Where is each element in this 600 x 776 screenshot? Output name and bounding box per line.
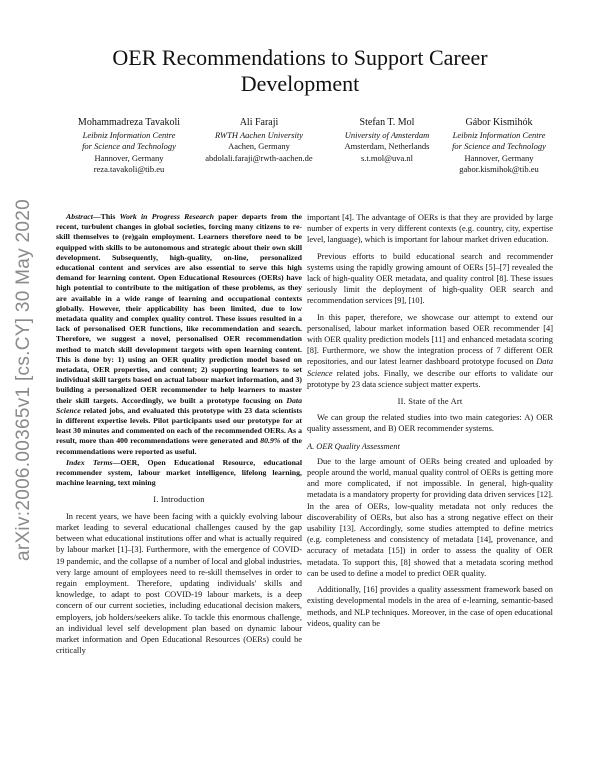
author-location: Hannover, Germany bbox=[464, 152, 534, 163]
paragraph-this-paper-ds: Data Science bbox=[307, 357, 553, 378]
author-block-1 bbox=[54, 116, 204, 175]
author-name: Ali Faraji bbox=[239, 117, 279, 128]
subsection-heading-oer-quality: A. OER Quality Assessment bbox=[307, 441, 400, 451]
author-email: abdolali.faraji@rwth-aachen.de bbox=[205, 152, 313, 163]
author-name: Gábor Kismihók bbox=[465, 117, 533, 128]
abstract-dash: —This bbox=[92, 212, 120, 221]
author-affiliation: Leibniz Information Centre bbox=[452, 130, 546, 140]
author-email: reza.tavakoli@tib.eu bbox=[93, 163, 165, 174]
paragraph-continued: important [4]. The advantage of OERs is that they are provided by large number of experts in very different contexts (e.g. country, city, expertise level, language), which is important for labour market driven education. bbox=[307, 213, 553, 245]
arxiv-id: arXiv:2006.00365v1 [cs.CY] 30 May 2020 bbox=[13, 198, 34, 562]
abstract-percentage: 80.9% bbox=[260, 436, 281, 446]
section-heading-introduction: I. Introduction bbox=[153, 495, 205, 505]
paragraph-this-paper-text-1: In this paper, therefore, we showcase our attempt to extend our personalised, labour market information based OER recommender [4] with OER quality prediction models [11] and enhanced metadata scoring [8]. Furthermore, we show the integration process of 7 different OER repositories, and our latest learner dashboard prototype focused on bbox=[307, 312, 553, 367]
author-email: gabor.kismihok@tib.eu bbox=[459, 163, 539, 174]
abstract bbox=[56, 212, 302, 457]
arxiv-sidebar-stamp bbox=[2, 200, 46, 560]
abstract-text-3: of the recommendations were reported as useful. bbox=[56, 436, 302, 456]
author-name: Mohammadreza Tavakoli bbox=[77, 117, 181, 128]
index-terms-label: Index Terms bbox=[66, 457, 113, 467]
author-affiliation: RWTH Aachen University bbox=[215, 130, 303, 140]
author-affiliation: University of Amsterdam bbox=[344, 130, 430, 140]
author-email: s.t.mol@uva.nl bbox=[361, 152, 413, 163]
title-line-1: OER Recommendations to Support Career bbox=[112, 45, 488, 70]
author-affiliation: for Science and Technology bbox=[82, 141, 176, 152]
abstract-data-science: Data Science bbox=[56, 395, 302, 415]
paragraph-quality-assessment: Due to the large amount of OERs being created and uploaded by people around the world, manual quality control of OERs is getting more and more complicated, if not impossible. In general, high-quality metadata is a mandatory property for providing data driven services [12]. In the area of OERs, low-quality metadata not only reduces the discoverability of OERs, but also has a strong negative effect on their usability [13]. Accordingly, some studies attempted to define metrics (e.g. completeness and consistency of metadata [14], provenance, and accuracy of metadata [15]) in order to assess the quality of OER metadata. To support this, [8] showed that a metadata scoring method can be used to define a model to predict OER quality. bbox=[307, 456, 553, 578]
author-affiliation: for Science and Technology bbox=[452, 141, 546, 152]
abstract-text-1: paper departs from the recent, turbulent changes in global societies, forcing many citizens to re-skill themselves to (re)gain employment. Learners therefore need to be equipped with skills to be autonomous and strategic about their own skill development. Subsequently, high-quality, on-line, personalized educational content and services are also essential to serve this high demand for learning content. Open Educational Resources (OERs) have high potential to contribute to the mitigation of these problems, as they are available in a wide range of learning and occupational contexts globally. However, their applicability has been limited, due to low metadata quality and complex quality control. These issues resulted in a lack of personalised OER functions, like recommendation and search. Therefore, we suggest a novel, personalised OER recommendation method to match skill development targets with open learning content. This is done by: 1) using an OER quality prediction model based on metadata, OER properties, and content; 2) supporting learners to set individual skill targets based on actual labour market information, and 3) building a personalized OER recommender to help learners to master their skill targets. Accordingly, we built a prototype focusing on bbox=[56, 212, 303, 405]
abstract-text-2: related jobs, and evaluated this prototype with 23 data scientists in different expertise levels. Pilot participants used our prototype for at least 30 minutes and commented on each of the recommended OERs. As a result, more than 400 recommendations were generated and bbox=[56, 405, 302, 446]
right-column bbox=[307, 212, 553, 629]
title-line-2: Development bbox=[240, 71, 360, 96]
author-location: Amsterdam, Netherlands bbox=[344, 141, 430, 152]
paragraph-this-paper bbox=[307, 312, 553, 390]
index-terms-text: —OER, Open Educational Resource, educational recommender system, labour market intelligence, lifelong learning, machine learning, text mining bbox=[56, 457, 303, 488]
paragraph-categories: We can group the related studies into two main categories: A) OER quality assessment, and B) OER recommender systems. bbox=[307, 413, 553, 434]
left-column bbox=[56, 212, 302, 656]
intro-paragraph: In recent years, we have been facing with a quickly evolving labour market leading to several educational challenges caused by the gap between what educational institutions offer and what is actually required by labour market [1]–[3]. Furthermore, with the emergence of COVID-19 pandemic, and the collapse of a number of local and global industries, very large amount of employees need to re-skill themselves in order to regain employment. Therefore, updating individuals' skills and knowledge, to adapt to post COVID-19 labour markets, is a deep concern of our current societies, including educational decision makers, employers, job holders/seekers alike. To tackle this enormous challenge, an individual level self development plan based on dynamic labour market information and Open Educational Resources (OERs) could be critically bbox=[56, 511, 302, 656]
paragraph-additionally: Additionally, [16] provides a quality assessment framework based on existing developmental models in the area of e-learning, semantic-based methods, and NLP techniques. Moreover, in the case of open educational videos, quality can be bbox=[307, 585, 553, 628]
author-block-4 bbox=[424, 116, 574, 175]
section-heading-state-of-art: II. State of the Art bbox=[397, 397, 463, 407]
author-name: Stefan T. Mol bbox=[359, 117, 415, 128]
abstract-wip: Work in Progress Research bbox=[119, 212, 214, 221]
index-terms bbox=[56, 458, 302, 489]
paragraph-this-paper-text-2: related jobs. Finally, we describe our efforts to validate our prototype by 23 data science subject matter experts. bbox=[307, 368, 553, 389]
author-location: Hannover, Germany bbox=[94, 152, 164, 163]
author-affiliation: Leibniz Information Centre bbox=[82, 130, 176, 140]
paragraph-previous-efforts: Previous efforts to build educational search and recommender systems using the rapidly growing amount of OERs [5]–[7] revealed the lack of high-quality OER metadata, and quality control [8]. These issues seriously limit the deployment of high-quality OER search and recommendation services [9], [10]. bbox=[307, 251, 553, 306]
author-location: Aachen, Germany bbox=[228, 141, 290, 152]
paper-title bbox=[50, 45, 550, 97]
abstract-label: Abstract bbox=[66, 212, 93, 221]
